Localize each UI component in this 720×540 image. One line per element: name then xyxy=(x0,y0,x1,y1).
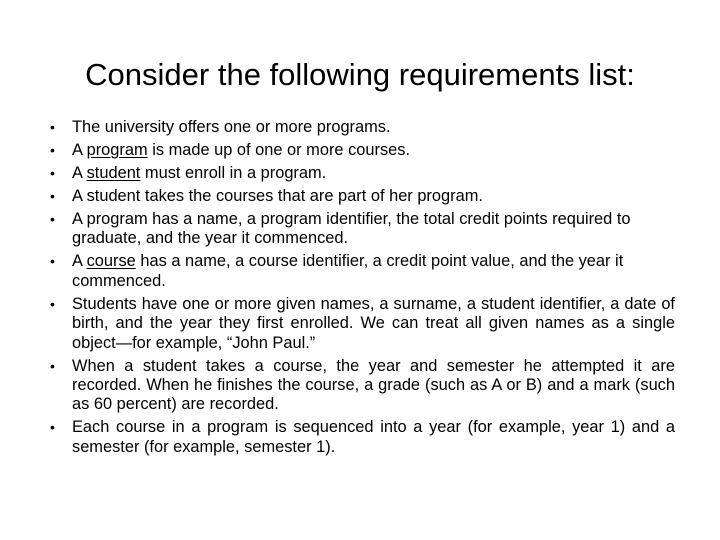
bullet-icon: • xyxy=(50,419,55,436)
bullet-icon: • xyxy=(50,142,55,158)
item-text: has a name, a course identifier, a credit point value, and the year it commenced. xyxy=(72,252,624,290)
item-text: A xyxy=(72,164,87,182)
bullet-icon: • xyxy=(50,165,55,181)
item-text: The university offers one or more programs. xyxy=(72,118,391,136)
item-text: Students have one or more given names, a surname, a student identifier, a date of birth, and the year they first enrolled. We can treat all given names as a single object—for example, “John Paul.” xyxy=(72,294,675,352)
item-text: A xyxy=(72,252,87,271)
item-text: A xyxy=(72,141,87,159)
bullet-icon: • xyxy=(50,211,55,227)
underlined-term-program: program xyxy=(86,141,148,159)
bullet-icon: • xyxy=(50,253,55,270)
list-item xyxy=(50,141,675,160)
item-text: is made up of one or more courses. xyxy=(147,141,411,159)
item-text: When a student takes a course, the year and semester he attempted it are recorded. When he finishes the course, a grade (such as A or B) and a mark (such as 60 percent) are recorded. xyxy=(72,356,675,414)
bullet-icon: • xyxy=(50,188,55,204)
item-text: A program has a name, a program identifier, the total credit points required to graduate, and the year it commenced. xyxy=(72,210,631,248)
list-item xyxy=(50,187,675,206)
list-item xyxy=(50,210,675,249)
list-item xyxy=(50,357,675,415)
list-item xyxy=(50,295,675,353)
slide-title: Consider the following requirements list: xyxy=(85,56,635,92)
bullet-icon: • xyxy=(50,295,55,312)
list-item xyxy=(50,118,675,137)
list-item xyxy=(50,164,675,183)
requirements-list xyxy=(50,118,675,461)
bullet-icon: • xyxy=(50,119,55,135)
bullet-icon: • xyxy=(50,357,55,374)
list-item xyxy=(50,418,675,457)
list-item xyxy=(50,252,675,291)
underlined-term-course: course xyxy=(86,252,136,271)
item-text: A student takes the courses that are part of her program. xyxy=(72,187,483,205)
item-text: Each course in a program is sequenced into a year (for example, year 1) and a semester (for example, semester 1). xyxy=(72,418,675,456)
item-text: must enroll in a program. xyxy=(140,164,327,182)
underlined-term-student: student xyxy=(86,164,141,182)
